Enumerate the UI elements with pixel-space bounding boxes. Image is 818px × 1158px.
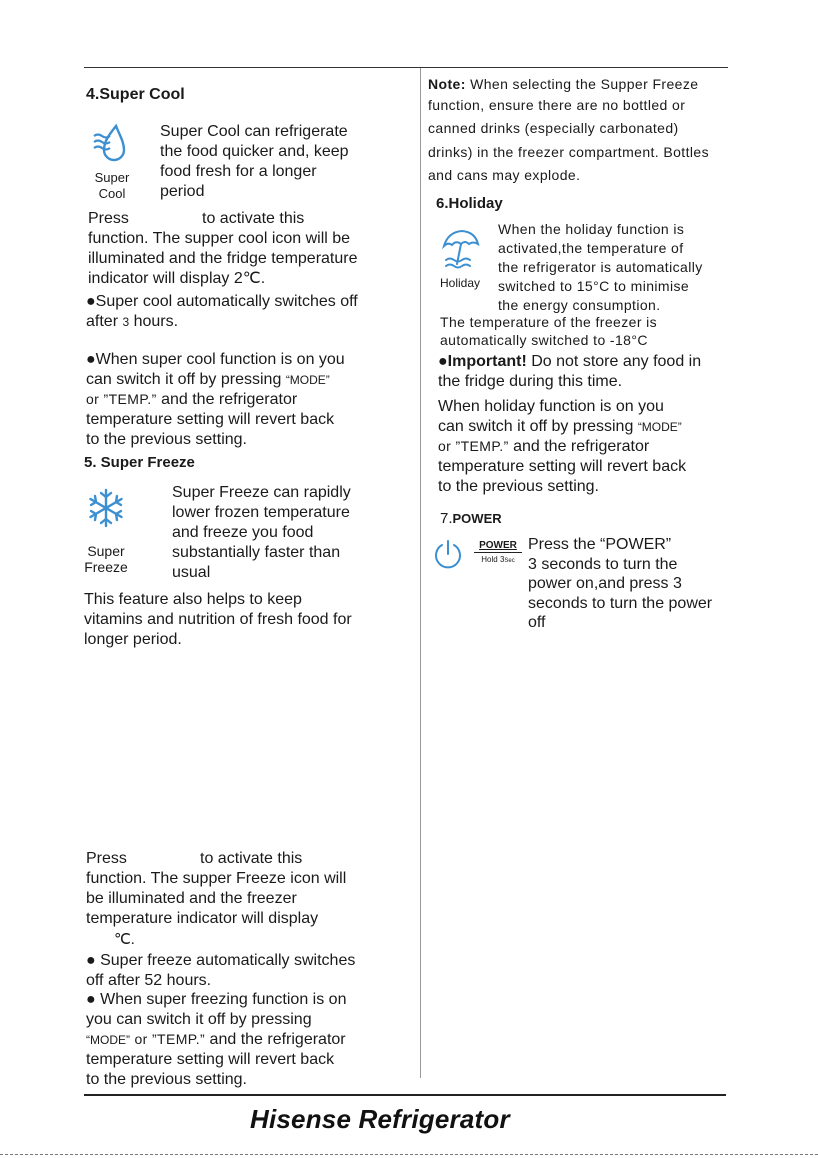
- super-cool-bullet-auto-off: ●Super cool automatically switches off after 3 hours.: [86, 293, 358, 330]
- holiday-heading: 6.Holiday: [436, 195, 503, 212]
- holiday-freezer-note: The temperature of the freezer is automatically switched to -18°C: [440, 314, 658, 348]
- super-freeze-body: function. The supper Freeze icon will be illuminated and the freezer temperature indicator will display: [86, 870, 347, 927]
- holiday-important: ●Important! Do not store any food in the fridge during this time.: [438, 353, 702, 390]
- holiday-description: When the holiday function is activated,the temperature of the refrigerator is automatically switched to 15°C to minimise the energy consumption.: [498, 221, 703, 313]
- super-cool-icon-label: Super Cool: [94, 170, 130, 201]
- note-block: Note: When selecting the Supper Freeze function, ensure there are no bottled or canned drinks (especially carbonated) drinks) in the freezer compartment. Bottles and cans may explode.: [428, 76, 709, 183]
- super-cool-body: function. The supper cool icon will be illuminated and the fridge temperature indicator will display 2℃.: [88, 230, 358, 287]
- super-cool-heading: 4.Super Cool: [86, 86, 185, 103]
- super-freeze-unit: ℃.: [114, 932, 135, 948]
- snowflake-icon: [88, 488, 124, 528]
- column-divider: [420, 68, 421, 1078]
- bullet-dot: ●: [86, 952, 101, 969]
- super-freeze-icon-label: Super Freeze: [84, 543, 128, 575]
- super-freeze-press-rest: to activate this: [200, 850, 303, 867]
- super-freeze-description: Super Freeze can rapidly lower frozen temperature and freeze you food substantially faster than usual: [172, 484, 351, 581]
- super-cool-icon: [90, 122, 134, 166]
- super-cool-bullet-switch-off: ●When super cool function is on you can switch it off by pressing “MODE” or ”TEMP.” and the refrigerator temperature setting will revert back to the previous setting.: [86, 351, 345, 448]
- super-freeze-heading: 5. Super Freeze: [84, 454, 195, 471]
- top-rule: [84, 67, 728, 68]
- super-cool-press-rest: to activate this: [202, 210, 305, 227]
- power-hold-label: POWER Hold 3Sec: [474, 540, 522, 564]
- super-freeze-extra: This feature also helps to keep vitamins and nutrition of fresh food for longer period.: [84, 591, 352, 648]
- super-freeze-press-word: Press: [86, 850, 127, 867]
- bottom-rule: [84, 1094, 726, 1096]
- bullet-dot: ●: [438, 353, 448, 370]
- super-freeze-bullet-auto-off: ● Super freeze automatically switches off after 52 hours.: [86, 952, 356, 989]
- super-cool-press-word: Press: [88, 210, 129, 227]
- beach-umbrella-icon: [440, 226, 480, 270]
- power-icon: [432, 538, 464, 570]
- super-freeze-bullet-switch-off: ● When super freezing function is on you can switch it off by pressing “MODE” or ”TEMP.” and the refrigerator temperature setting will revert back to the previous setting.: [86, 991, 347, 1088]
- footer-dashed-line: [0, 1154, 818, 1155]
- power-heading: 7.POWER: [440, 510, 502, 527]
- holiday-switch-off: When holiday function is on you can switch it off by pressing “MODE” or ”TEMP.” and the refrigerator temperature setting will revert back to the previous setting.: [438, 398, 687, 495]
- bullet-dot: ●: [86, 351, 96, 368]
- power-description: Press the “POWER” 3 seconds to turn the power on,and press 3 seconds to turn the power off: [528, 536, 713, 631]
- holiday-icon-label: Holiday: [439, 276, 481, 290]
- super-cool-description: Super Cool can refrigerate the food quicker and, keep food fresh for a longer period: [160, 123, 349, 200]
- bullet-dot: ●: [86, 991, 101, 1008]
- bullet-dot: ●: [86, 293, 96, 310]
- footer-brand: Hisense Refrigerator: [250, 1104, 510, 1134]
